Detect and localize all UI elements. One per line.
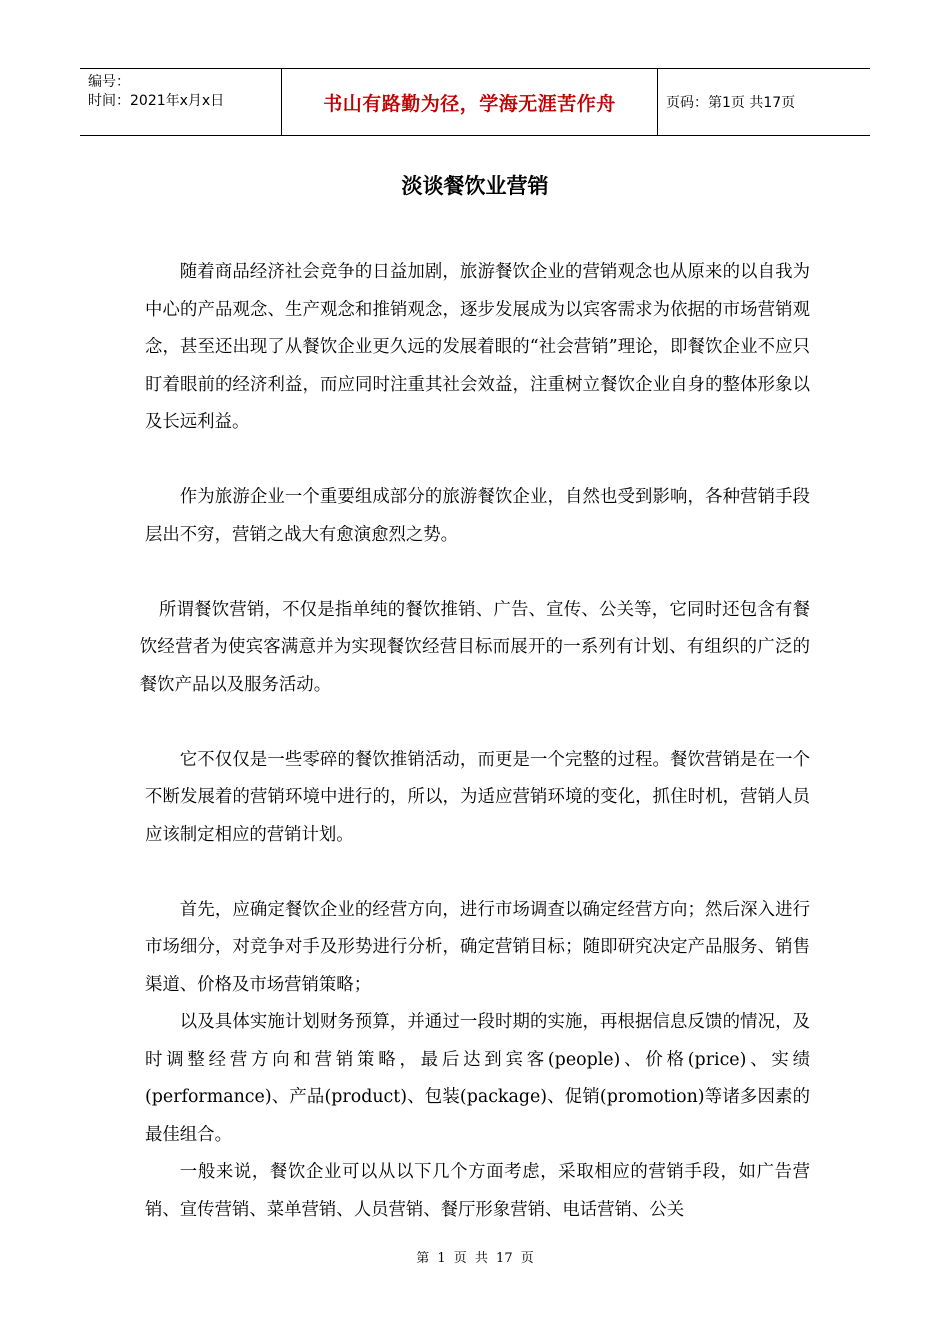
header-page-cell [658,69,870,135]
document-number-label: 编号： [88,74,130,90]
document-time-label: 时间：2021年x月x日 [88,93,225,109]
paragraph: 首先，应确定餐饮企业的经营方向，进行市场调查以确定经营方向；然后深入进行市场细分，对竞争对手及形势进行分析，确定营销目标；随即研究决定产品服务、销售渠道、价格及市场营销策略； [145,899,810,995]
paragraph: 它不仅仅是一些零碎的餐饮推销活动，而更是一个完整的过程。餐饮营销是在一个不断发展着的营销环境中进行的，所以，为适应营销环境的变化，抓住时机，营销人员应该制定相应的营销计划。 [145,749,810,845]
paragraph: 一般来说，餐饮企业可以从以下几个方面考虑，采取相应的营销手段，如广告营销、宣传营销、菜单营销、人员营销、餐厅形象营销、电话营销、公关 [145,1162,810,1220]
header-page-code: 页码：第1页 共17页 [666,95,796,111]
header-meta-cell [80,69,282,135]
header-motto-cell [282,69,658,135]
document-body [139,254,810,1229]
header-motto: 书山有路勤为径，学海无涯苦作舟 [323,92,616,115]
paragraph: 以及具体实施计划财务预算，并通过一段时期的实施，再根据信息反馈的情况，及时调整经营方向和营销策略，最后达到宾客(people)、价格(price)、实绩(performance)、产品(product)、包装(package)、促销(promotion)等诸多因素的最佳组合。 [145,1012,810,1145]
paragraph: 所谓餐饮营销，不仅是指单纯的餐饮推销、广告、宣传、公关等，它同时还包含有餐饮经营者为使宾客满意并为实现餐饮经营目标而展开的一系列有计划、有组织的广泛的餐饮产品以及服务活动。 [139,599,810,695]
document-title: 淡谈餐饮业营销 [401,174,549,198]
paragraph: 随着商品经济社会竞争的日益加剧，旅游餐饮企业的营销观念也从原来的以自我为中心的产品观念、生产观念和推销观念，逐步发展成为以宾客需求为依据的市场营销观念，甚至还出现了从餐饮企业更久远的发展着眼的“社会营销”理论，即餐饮企业不应只盯着眼前的经济利益，而应同时注重其社会效益，注重树立餐饮企业自身的整体形象以及长远利益。 [145,262,810,432]
page-footer: 第 1 页 共 17 页 [416,1251,534,1266]
paragraph: 作为旅游企业一个重要组成部分的旅游餐饮企业，自然也受到影响，各种营销手段层出不穷，营销之战大有愈演愈烈之势。 [145,487,810,545]
header-table [80,68,870,136]
